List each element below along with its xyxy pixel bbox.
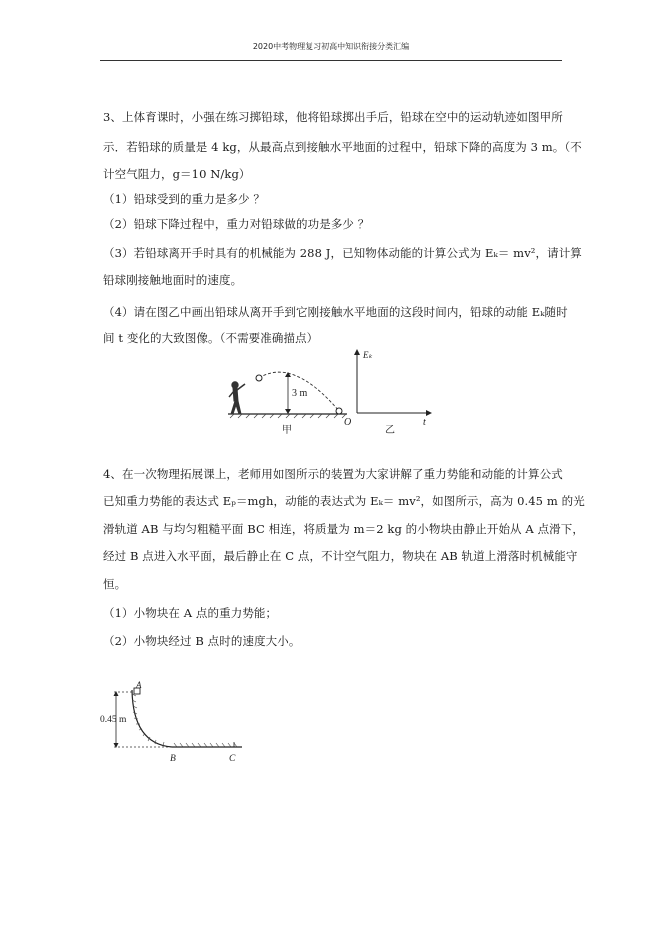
q3-line-1: 3、上体育课时，小强在练习掷铅球，他将铅球掷出手后，铅球在空中的运动轨迹如图甲所: [103, 110, 563, 124]
q3-sub-2: （2）铅球下降过程中，重力对铅球做的功是多少 ？: [103, 217, 370, 231]
point-a-label: A: [136, 680, 142, 690]
q3-line-2: 示．若铅球的质量是 4 kg，从最高点到接触水平地面的过程中，铅球下降的高度为 3 m。（不: [103, 140, 582, 154]
height-label: 3 m: [292, 388, 308, 399]
shot-ball-landing: [336, 408, 342, 414]
shot-ball-top: [256, 375, 262, 381]
q4-line-2: 已知重力势能的表达式 Eₚ＝mgh，动能的表达式为 Eₖ＝ mv²，如图所示，高为 0.45 m 的光: [103, 494, 585, 508]
q4-sub-2: （2）小物块经过 B 点时的速度大小。: [103, 634, 301, 648]
q3-sub-4b: 间 t 变化的大致图像。（不需要准确描点）: [103, 331, 319, 345]
q3-sub-3a: （3）若铅球离开手时具有的机械能为 288 J，已知物体动能的计算公式为 Eₖ＝ mv²，请计算: [103, 246, 582, 260]
athlete-figure: [229, 382, 245, 414]
page-header: 2020中考物理复习初高中知识衔接分类汇编: [252, 42, 410, 51]
q3-figure: [225, 345, 440, 435]
label-jia: 甲: [282, 425, 292, 435]
q4-line-5: 恒。: [103, 577, 127, 591]
height-label: 0.45 m: [100, 715, 127, 725]
x-axis-label: t: [423, 417, 426, 428]
point-c-label: C: [229, 754, 236, 764]
q3-line-3: 计空气阻力，g＝10 N/kg）: [103, 167, 251, 181]
q4-line-4: 经过 B 点进入水平面，最后静止在 C 点，不计空气阻力，物块在 AB 轨道上滑落时机械能守: [103, 549, 578, 563]
q4-sub-1: （1）小物块在 A 点的重力势能；: [103, 606, 278, 620]
label-yi: 乙: [385, 425, 395, 435]
q3-sub-3b: 铅球刚接触地面时的速度。: [103, 273, 243, 287]
q4-line-3: 滑轨道 AB 与均匀粗糙平面 BC 相连，将质量为 m＝2 kg 的小物块由静止开始从 A 点滑下，: [103, 522, 584, 536]
header-rule: [100, 60, 562, 61]
track-ab: [132, 690, 172, 747]
point-b-label: B: [170, 754, 176, 764]
q3-sub-1: （1）铅球受到的重力是多少 ？: [103, 192, 265, 206]
y-axis-label: Eₖ: [363, 350, 373, 360]
q4-line-1: 4、在一次物理拓展课上，老师用如图所示的装置为大家讲解了重力势能和动能的计算公式: [103, 467, 563, 481]
q4-figure: [100, 680, 250, 765]
q3-sub-4a: （4）请在图乙中画出铅球从离开手到它刚接触水平地面的这段时间内，铅球的动能 Eₖ随时: [103, 305, 568, 319]
origin-label: O: [344, 417, 352, 428]
ground-hatch-jia: [230, 414, 346, 418]
